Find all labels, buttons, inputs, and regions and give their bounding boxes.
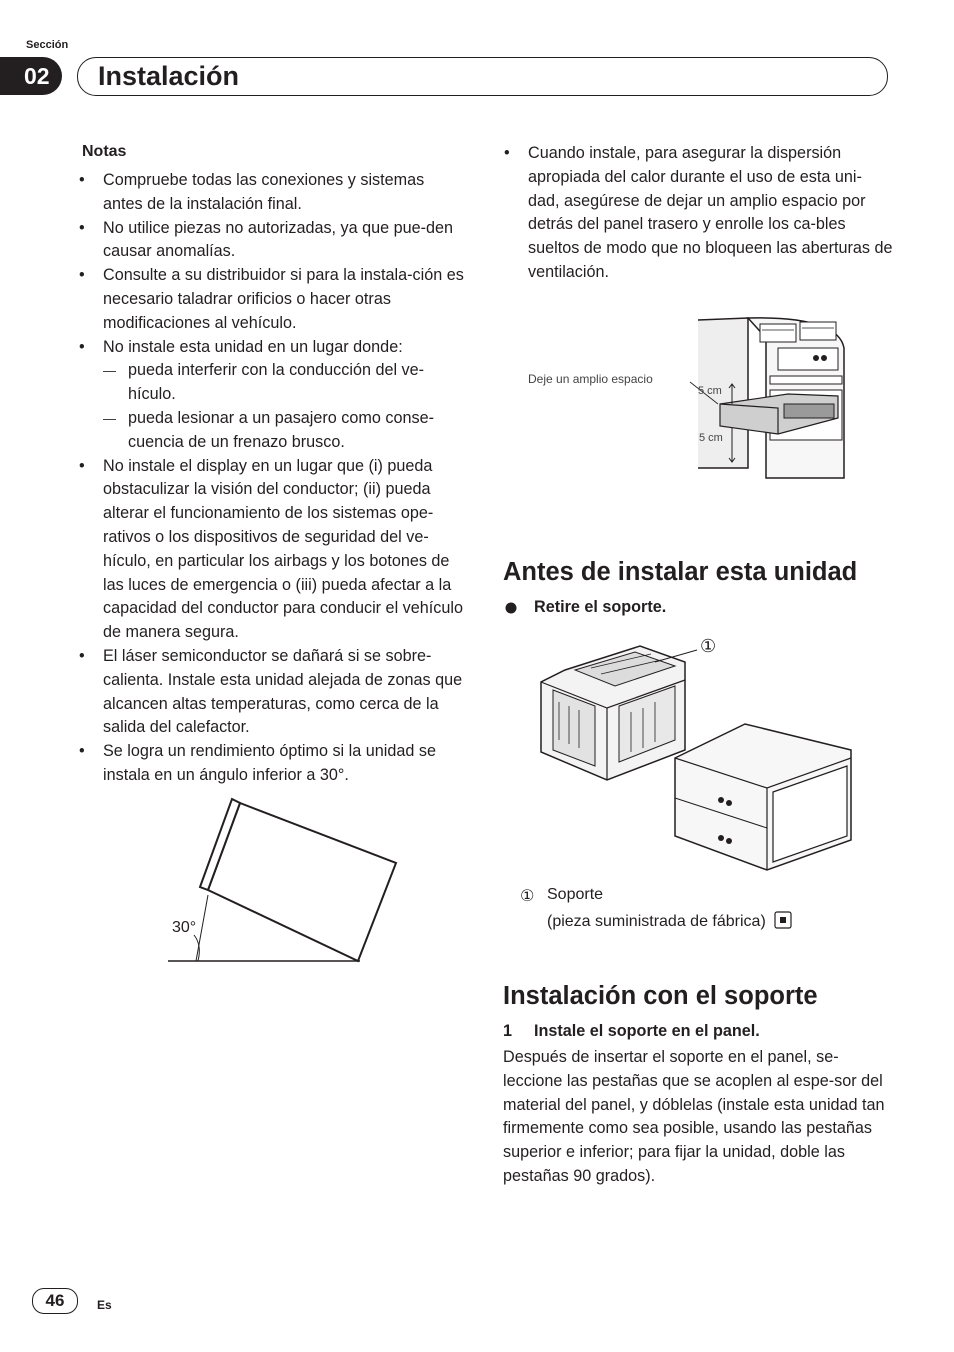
heat-bullet: [503, 142, 893, 285]
note-text: El láser semiconductor se dañará si se sobre-calienta. Instale esta unidad alejada de zonas que alcancen altas temperaturas, como cerca de la salida del calefactor.: [103, 646, 463, 737]
notes-list-container: [78, 169, 468, 788]
step-body: Después de insertar el soporte en el panel, se-leccione las pestañas que se acoplen al espe-sor del material del panel, y dóblelas (instale esta unidad tan firmemente como sea posible, usando las pestañas superior e inferior; para fijar la unidad, doble las pestañas 90 grados).: [503, 1048, 885, 1185]
note-sublist: [103, 359, 468, 454]
note-subtext: pueda interferir con la conducción del ve-hículo.: [128, 361, 425, 404]
callout-number: ①: [700, 636, 717, 656]
end-mark-icon: [774, 911, 792, 929]
note-item: [78, 169, 468, 217]
heat-bullet-container: [503, 142, 893, 285]
caption-subtitle-text: (pieza suministrada de fábrica): [547, 913, 766, 930]
note-text: Compruebe todas las conexiones y sistemas antes de la instalación final.: [103, 171, 425, 213]
note-text: No utilice piezas no autorizadas, ya que pue-den causar anomalías.: [103, 218, 454, 261]
bracket-diagram: [535, 640, 855, 875]
page-number: 46: [32, 1288, 78, 1314]
note-item: [78, 740, 468, 788]
note-subitem: [103, 359, 468, 407]
angle-label: 30°: [172, 919, 197, 936]
heading-before-install: Antes de instalar esta unidad: [503, 558, 858, 586]
caption-title: Soporte: [547, 886, 604, 903]
notes-list: [78, 169, 468, 788]
step-title: Instale el soporte en el panel.: [534, 1022, 760, 1040]
note-item: [78, 455, 468, 645]
note-text: Consulte a su distribuidor si para la instala-ción es necesario taladrar orificios o hacer otras modificaciones al vehículo.: [103, 266, 464, 332]
note-item: [78, 645, 468, 740]
caption-number: ①: [520, 888, 535, 905]
dimension-top-label: 5 cm: [698, 385, 722, 397]
angle-diagram: [160, 795, 410, 970]
note-subitem: [103, 407, 468, 455]
heat-bullet-text: Cuando instale, para asegurar la dispersión apropiada del calor durante el uso de esta uni-dad, asegúrese de dejar un amplio espacio por detrás del panel trasero y enrolle los ca-bles sueltos de modo que no bloqueen las aberturas de ventilación.: [528, 144, 893, 281]
space-label: Deje un amplio espacio: [528, 372, 653, 386]
round-bullet-icon: [504, 596, 518, 623]
section-number-badge: 02: [0, 57, 62, 95]
notes-title: Notas: [82, 143, 127, 160]
note-item: [78, 217, 468, 265]
note-item: [78, 264, 468, 335]
note-text: No instale esta unidad en un lugar donde:: [103, 337, 403, 356]
remove-bracket-step: Retire el soporte.: [534, 598, 667, 616]
heading-install-with-bracket: Instalación con el soporte: [503, 982, 818, 1010]
note-item: [78, 336, 468, 455]
note-text: No instale el display en un lugar que (i) pueda obstaculizar la visión del conductor; (ii) pueda alterar el funcionamiento de los sistemas ope-rativos o los dispositivos de seguridad del ve-hículo, en particular los airbags y los botones de las luces de emergencia o (iii) pueda afectar a la capacidad del conductor para conducir el vehículo de manera segura.: [103, 456, 463, 642]
caption-subtitle: [547, 911, 792, 931]
section-label: Sección: [26, 39, 69, 51]
step-number: 1: [503, 1022, 513, 1040]
language-code: Es: [97, 1298, 112, 1312]
note-text: Se logra un rendimiento óptimo si la unidad se instala en un ángulo inferior a 30°.: [103, 742, 436, 784]
heat-list: [503, 142, 893, 285]
note-subtext: pueda lesionar a un pasajero como conse-cuencia de un frenazo brusco.: [128, 408, 434, 451]
section-title: Instalación: [98, 61, 240, 91]
dimension-bottom-label: 5 cm: [699, 432, 723, 444]
